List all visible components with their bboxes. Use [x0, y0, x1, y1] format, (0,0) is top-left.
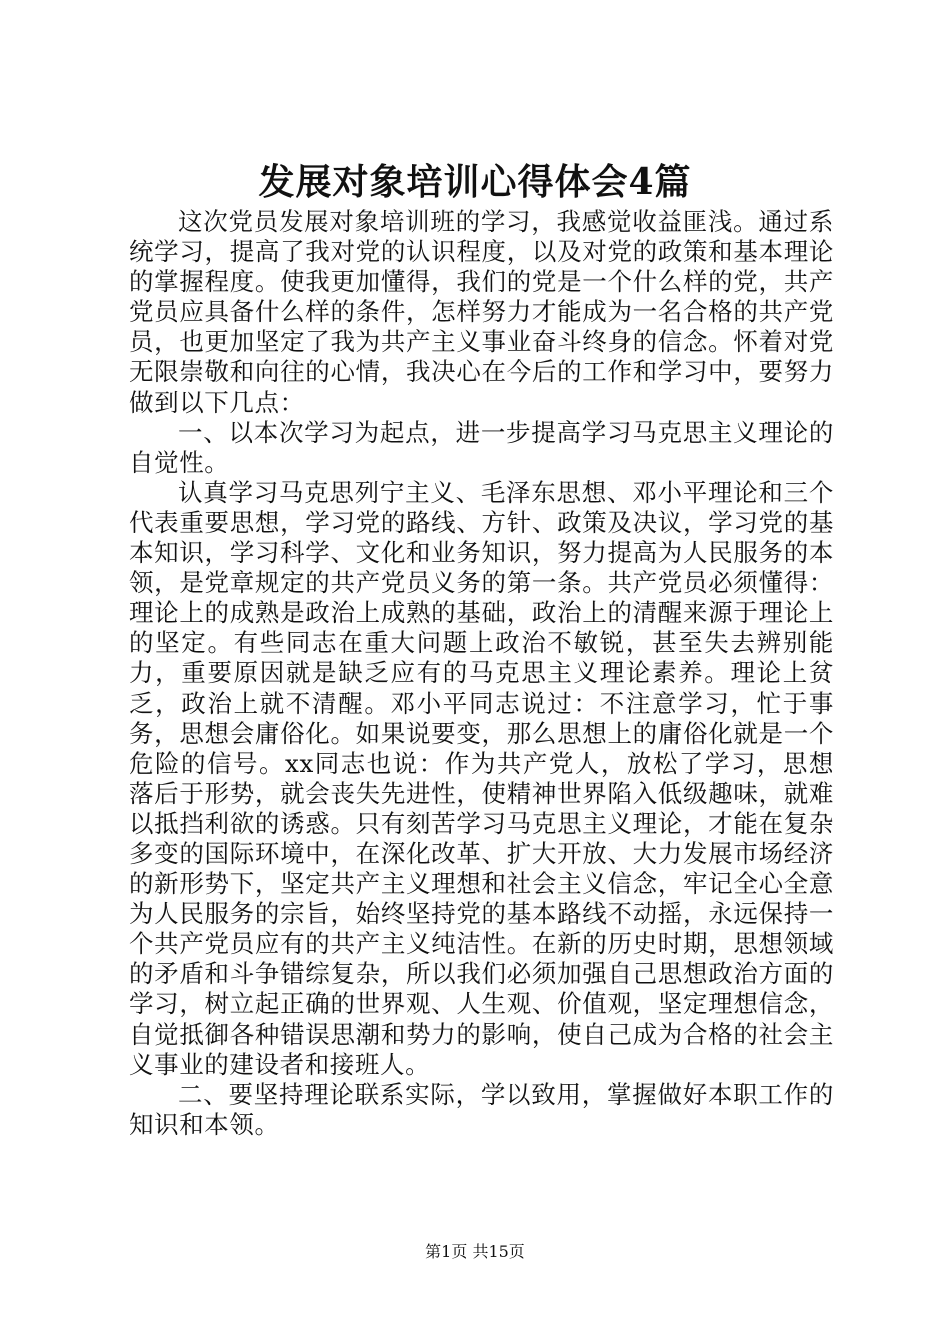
paragraph-point-one-body: 认真学习马克思列宁主义、毛泽东思想、邓小平理论和三个代表重要思想，学习党的路线、方针、政策及决议，学习党的基本知识，学习科学、文化和业务知识，努力提高为人民服务的本领，是党章规定的共产党员义务的第一条。共产党员必须懂得：理论上的成熟是政治上成熟的基础，政治上的清醒来源于理论上的坚定。有些同志在重大问题上政治不敏锐，甚至失去辨别能力，重要原因就是缺乏应有的马克思主义理论素养。理论上贫乏，政治上就不清醒。邓小平同志说过：不注意学习，忙于事务，思想会庸俗化。如果说要变，那么思想上的庸俗化就是一个危险的信号。xx同志也说：作为共产党人，放松了学习，思想落后于形势，就会丧失先进性，使精神世界陷入低级趣味，就难以抵挡利欲的诱惑。只有刻苦学习马克思主义理论，才能在复杂多变的国际环境中，在深化改革、扩大开放、大力发展市场经济的新形势下，坚定共产主义理想和社会主义信念，牢记全心全意为人民服务的宗旨，始终坚持党的基本路线不动摇，永远保持一个共产党员应有的共产主义纯洁性。在新的历史时期，思想领域的矛盾和斗争错综复杂，所以我们必须加强自己思想政治方面的学习，树立起正确的世界观、人生观、价值观，坚定理想信念，自觉抵御各种错误思潮和势力的影响，使自己成为合格的社会主义事业的建设者和接班人。 [129, 477, 834, 1079]
paragraph-point-one-heading: 一、以本次学习为起点，进一步提高学习马克思主义理论的自觉性。 [129, 417, 834, 477]
paragraph-intro: 这次党员发展对象培训班的学习，我感觉收益匪浅。通过系统学习，提高了我对党的认识程度，以及对党的政策和基本理论的掌握程度。使我更加懂得，我们的党是一个什么样的党，共产党员应具备什么样的条件，怎样努力才能成为一名合格的共产党员，也更加坚定了我为共产主义事业奋斗终身的信念。怀着对党无限崇敬和向往的心情，我决心在今后的工作和学习中，要努力做到以下几点： [129, 207, 834, 417]
document-title: 发展对象培训心得体会4篇 [258, 161, 692, 203]
paragraph-point-two-heading: 二、要坚持理论联系实际，学以致用，掌握做好本职工作的知识和本领。 [129, 1079, 834, 1139]
document-body [129, 207, 834, 1140]
page-number-footer: 第1页 共15页 [425, 1242, 525, 1261]
